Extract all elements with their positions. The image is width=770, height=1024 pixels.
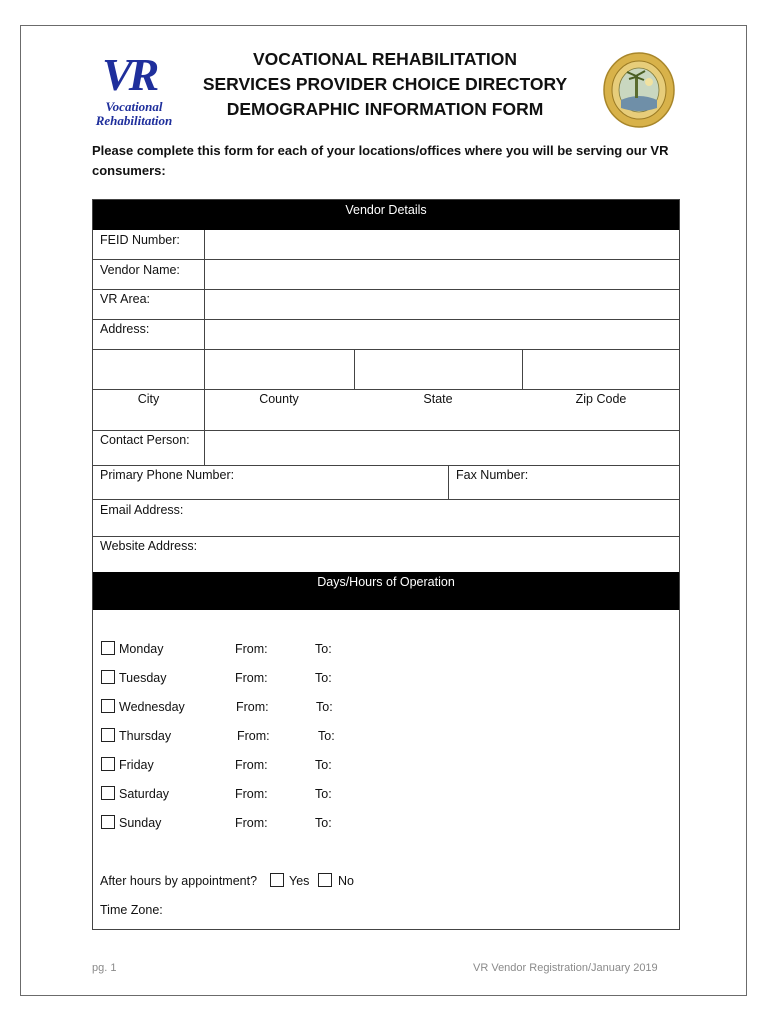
wednesday-checkbox[interactable]	[101, 699, 115, 713]
vendor-name-label: Vendor Name:	[100, 263, 180, 277]
contact-person-label: Contact Person:	[100, 433, 190, 447]
email-address-label: Email Address:	[100, 503, 184, 517]
from-label: From:	[235, 642, 268, 656]
title-line2: SERVICES PROVIDER CHOICE DIRECTORY	[202, 74, 568, 94]
sunday-checkbox[interactable]	[101, 815, 115, 829]
to-label: To:	[315, 671, 332, 685]
form-title	[200, 47, 570, 122]
address-field[interactable]	[205, 321, 679, 348]
hours-header	[93, 572, 679, 610]
logo-text-line1: Vocational	[105, 99, 163, 114]
from-label: From:	[236, 700, 269, 714]
to-label: To:	[315, 642, 332, 656]
friday-checkbox[interactable]	[101, 757, 115, 771]
from-label: From:	[235, 816, 268, 830]
state-seal-icon	[603, 52, 675, 128]
from-label: From:	[237, 729, 270, 743]
document-id: VR Vendor Registration/January 2019	[473, 962, 658, 974]
website-address-label: Website Address:	[100, 539, 198, 553]
day-label: Thursday	[119, 729, 172, 743]
vr-area-label: VR Area:	[100, 292, 151, 306]
state-label: State	[423, 392, 453, 406]
vendor-details-header	[93, 200, 679, 230]
address-label: Address:	[100, 322, 150, 336]
to-label: To:	[318, 729, 335, 743]
time-zone-label: Time Zone:	[100, 903, 163, 917]
day-label: Tuesday	[119, 671, 167, 685]
logo-text-line2: Rehabilitation	[95, 113, 173, 128]
yes-label: Yes	[289, 874, 310, 888]
title-line1: VOCATIONAL REHABILITATION	[252, 49, 518, 69]
hours-heading: Days/Hours of Operation	[317, 575, 455, 589]
instructions-text: Please complete this form for each of your locations/offices where you will be serving our VR consumers:	[92, 143, 669, 178]
to-label: To:	[315, 816, 332, 830]
day-label: Wednesday	[119, 700, 185, 714]
thursday-checkbox[interactable]	[101, 728, 115, 742]
vendor-name-field[interactable]	[205, 261, 679, 288]
title-line3: DEMOGRAPHIC INFORMATION FORM	[226, 99, 544, 119]
county-field[interactable]	[205, 350, 353, 388]
from-label: From:	[235, 758, 268, 772]
zip-label: Zip Code	[575, 392, 627, 406]
contact-person-field[interactable]	[205, 431, 679, 464]
day-label: Saturday	[119, 787, 170, 801]
day-label: Friday	[119, 758, 154, 772]
no-label: No	[338, 874, 354, 888]
to-label: To:	[315, 787, 332, 801]
from-label: From:	[235, 787, 268, 801]
from-label: From:	[235, 671, 268, 685]
monday-checkbox[interactable]	[101, 641, 115, 655]
vr-logo	[88, 49, 180, 132]
page-number: pg. 1	[92, 962, 117, 974]
day-label: Sunday	[119, 816, 162, 830]
county-label: County	[259, 392, 299, 406]
vr-area-field[interactable]	[205, 291, 679, 318]
city-field[interactable]	[94, 350, 203, 388]
primary-phone-label: Primary Phone Number:	[100, 468, 235, 482]
state-field[interactable]	[355, 350, 521, 388]
feid-field[interactable]	[205, 231, 679, 258]
feid-label: FEID Number:	[100, 233, 180, 247]
after-hours-label: After hours by appointment?	[100, 874, 258, 888]
city-label: City	[137, 392, 160, 406]
to-label: To:	[315, 758, 332, 772]
logo-mark: VR	[102, 49, 156, 100]
after-hours-yes-checkbox[interactable]	[270, 873, 284, 887]
to-label: To:	[316, 700, 333, 714]
day-label: Monday	[119, 642, 164, 656]
vendor-details-heading: Vendor Details	[345, 203, 427, 217]
tuesday-checkbox[interactable]	[101, 670, 115, 684]
after-hours-no-checkbox[interactable]	[318, 873, 332, 887]
demographic-form	[92, 199, 680, 930]
fax-number-label: Fax Number:	[456, 468, 529, 482]
zip-field[interactable]	[523, 350, 679, 388]
saturday-checkbox[interactable]	[101, 786, 115, 800]
